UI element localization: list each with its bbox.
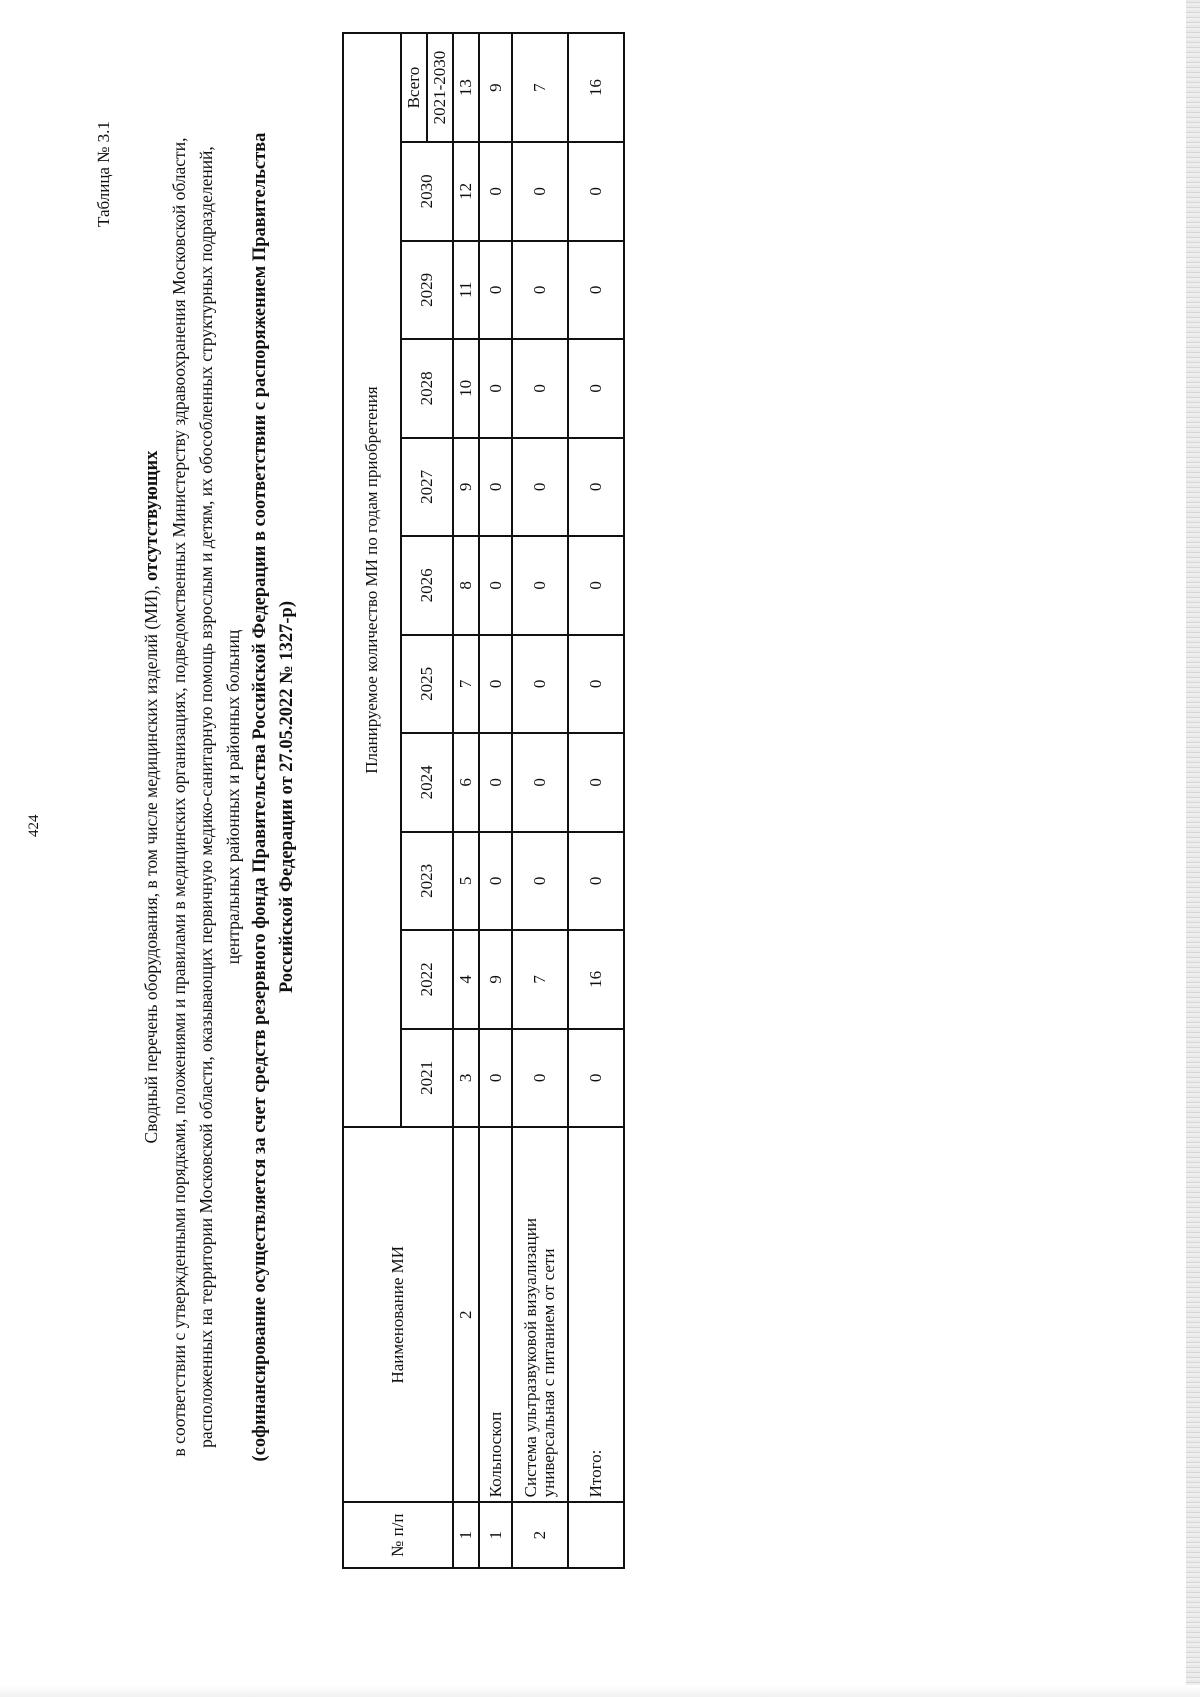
quantity-cell: 0 (568, 438, 624, 537)
document-heading (138, 17, 301, 1577)
header-year-2028: 2028 (401, 339, 453, 438)
quantity-cell: 0 (568, 1029, 624, 1128)
quantity-cell: 9 (479, 930, 512, 1029)
quantity-cell: 7 (512, 930, 568, 1029)
header-planned-quantity: Планируемое количество МИ по годам приобретения (343, 33, 401, 1127)
heading-line-1 (138, 17, 166, 1577)
header-year-2021: 2021 (401, 1029, 453, 1128)
quantity-cell: 0 (512, 339, 568, 438)
quantity-cell: 0 (479, 438, 512, 537)
header-year-2029: 2029 (401, 241, 453, 340)
quantity-cell: 0 (512, 536, 568, 635)
header-year-2026: 2026 (401, 536, 453, 635)
quantity-cell: 0 (568, 142, 624, 241)
column-number: 12 (453, 142, 479, 241)
total-cell: 16 (568, 33, 624, 142)
quantity-cell: 0 (512, 142, 568, 241)
quantity-cell: 0 (479, 733, 512, 832)
column-number: 5 (453, 832, 479, 931)
page-number: 424 (26, 814, 42, 837)
column-number: 1 (453, 1502, 479, 1568)
column-numbering-row (453, 33, 479, 1568)
column-number: 4 (453, 930, 479, 1029)
quantity-cell: 0 (568, 832, 624, 931)
quantity-cell: 0 (512, 241, 568, 340)
header-year-2027: 2027 (401, 438, 453, 537)
heading-line-3: расположенных на территории Московской области, оказывающих первичную медико-санитарную помощь взрослым и детям, их обособленных структурных подразделений, (196, 146, 216, 1448)
heading-line-6: Российской Федерации от 27.05.2022 № 1327-р) (277, 601, 297, 993)
heading-line-1-prefix: Сводный перечень оборудования, в том числе медицинских изделий (МИ), (141, 585, 161, 1144)
header-year-2030: 2030 (401, 142, 453, 241)
row-number-empty (568, 1502, 624, 1568)
quantity-cell: 0 (512, 635, 568, 734)
column-number: 8 (453, 536, 479, 635)
column-number: 6 (453, 733, 479, 832)
heading-line-2: в соответствии с утвержденными порядками, положениями и правилами в медицинских организациях, подведомственных Министерству здравоохранения Московской области, (169, 137, 189, 1457)
quantity-cell: 0 (568, 635, 624, 734)
column-number: 3 (453, 1029, 479, 1128)
quantity-cell: 0 (568, 536, 624, 635)
item-name: Кольпоскоп (479, 1127, 512, 1502)
quantity-cell: 0 (479, 339, 512, 438)
total-cell: 9 (479, 33, 512, 142)
header-year-2025: 2025 (401, 635, 453, 734)
header-total-period: 2021-2030 (427, 33, 453, 142)
column-number: 7 (453, 635, 479, 734)
header-year-2023: 2023 (401, 832, 453, 931)
heading-line-5: (софинансирование осуществляется за счет средств резервного фонда Правительства Российской Федерации в соответствии с распоряжением Правительства (250, 132, 270, 1462)
quantity-cell: 0 (512, 1029, 568, 1128)
heading-line-1-bold: отсутствующих (142, 450, 162, 581)
row-number: 1 (479, 1502, 512, 1568)
column-number: 9 (453, 438, 479, 537)
totals-label: Итого: (568, 1127, 624, 1502)
quantity-cell: 0 (479, 536, 512, 635)
totals-row (568, 33, 624, 1568)
quantity-cell: 16 (568, 930, 624, 1029)
quantity-cell: 0 (512, 438, 568, 537)
quantity-cell: 0 (479, 635, 512, 734)
heading-line-4: центральных районных и районных больниц (223, 629, 243, 965)
header-year-2022: 2022 (401, 930, 453, 1029)
quantity-cell: 0 (568, 733, 624, 832)
total-cell: 7 (512, 33, 568, 142)
item-name: Система ультразвуковой визуализации универсальная с питанием от сети (512, 1127, 568, 1502)
equipment-table (342, 32, 625, 1569)
header-total: Всего (401, 33, 427, 142)
row-number: 2 (512, 1502, 568, 1568)
header-no: № п/п (343, 1502, 453, 1568)
table-row (479, 33, 512, 1568)
quantity-cell: 0 (479, 832, 512, 931)
quantity-cell: 0 (568, 339, 624, 438)
quantity-cell: 0 (512, 733, 568, 832)
column-number: 10 (453, 339, 479, 438)
quantity-cell: 0 (479, 241, 512, 340)
table-label: Таблица № 3.1 (94, 121, 113, 227)
column-number: 2 (453, 1127, 479, 1502)
quantity-cell: 0 (479, 142, 512, 241)
column-number: 13 (453, 33, 479, 142)
header-name: Наименование МИ (343, 1127, 453, 1502)
header-year-2024: 2024 (401, 733, 453, 832)
quantity-cell: 0 (512, 832, 568, 931)
quantity-cell: 0 (479, 1029, 512, 1128)
column-number: 11 (453, 241, 479, 340)
quantity-cell: 0 (568, 241, 624, 340)
table-row (512, 33, 568, 1568)
